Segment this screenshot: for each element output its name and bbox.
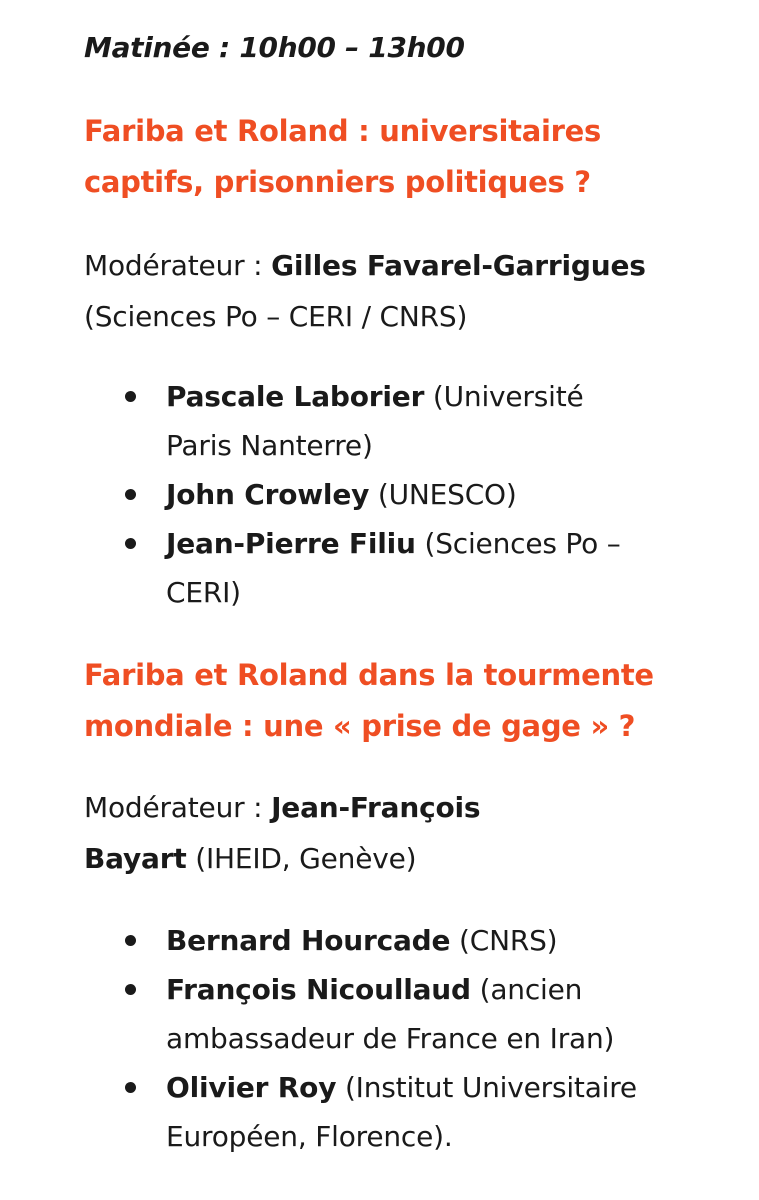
moderator-name: Gilles Favarel-Garrigues [271, 249, 646, 282]
speaker-affiliation: (Institut Universitaire Européen, Florence). [166, 1071, 637, 1153]
moderator-label: Modérateur : [84, 791, 272, 824]
speaker-item [84, 519, 686, 617]
speaker-name: Pascale Laborier [166, 380, 425, 413]
speaker-list-2 [84, 916, 704, 1161]
moderator-line-1 [84, 240, 684, 342]
speaker-affiliation: (ancien ambassadeur de France en Iran) [166, 973, 615, 1055]
speaker-affiliation: (Sciences Po – CERI) [166, 527, 621, 609]
moderator-label: Modérateur : [84, 249, 272, 282]
section-title-2: Fariba et Roland dans la tourmente mondiale : une « prise de gage » ? [84, 658, 654, 743]
speaker-name: John Crowley [166, 478, 370, 511]
speaker-list-1 [84, 372, 704, 617]
session-time-heading: Matinée : 10h00 – 13h00 [84, 31, 465, 64]
speaker-item [84, 965, 726, 1063]
moderator-line-2 [84, 782, 564, 884]
speaker-item [84, 470, 704, 519]
speaker-affiliation: (Université Paris Nanterre) [166, 380, 584, 462]
speaker-item [84, 916, 704, 965]
speaker-name: Bernard Hourcade [166, 924, 451, 957]
speaker-name: Jean-Pierre Filiu [166, 527, 416, 560]
moderator-affiliation: (Sciences Po – CERI / CNRS) [84, 300, 468, 333]
speaker-affiliation: (CNRS) [450, 924, 558, 957]
speaker-item [84, 372, 636, 470]
moderator-affiliation: (IHEID, Genève) [186, 842, 417, 875]
moderator-name: Jean-François Bayart [84, 791, 481, 875]
speaker-name: François Nicoullaud [166, 973, 471, 1006]
speaker-name: Olivier Roy [166, 1071, 337, 1104]
section-title-1: Fariba et Roland : universitaires captifs, prisonniers politiques ? [84, 114, 601, 199]
speaker-affiliation: (UNESCO) [369, 478, 517, 511]
speaker-item [84, 1063, 756, 1161]
